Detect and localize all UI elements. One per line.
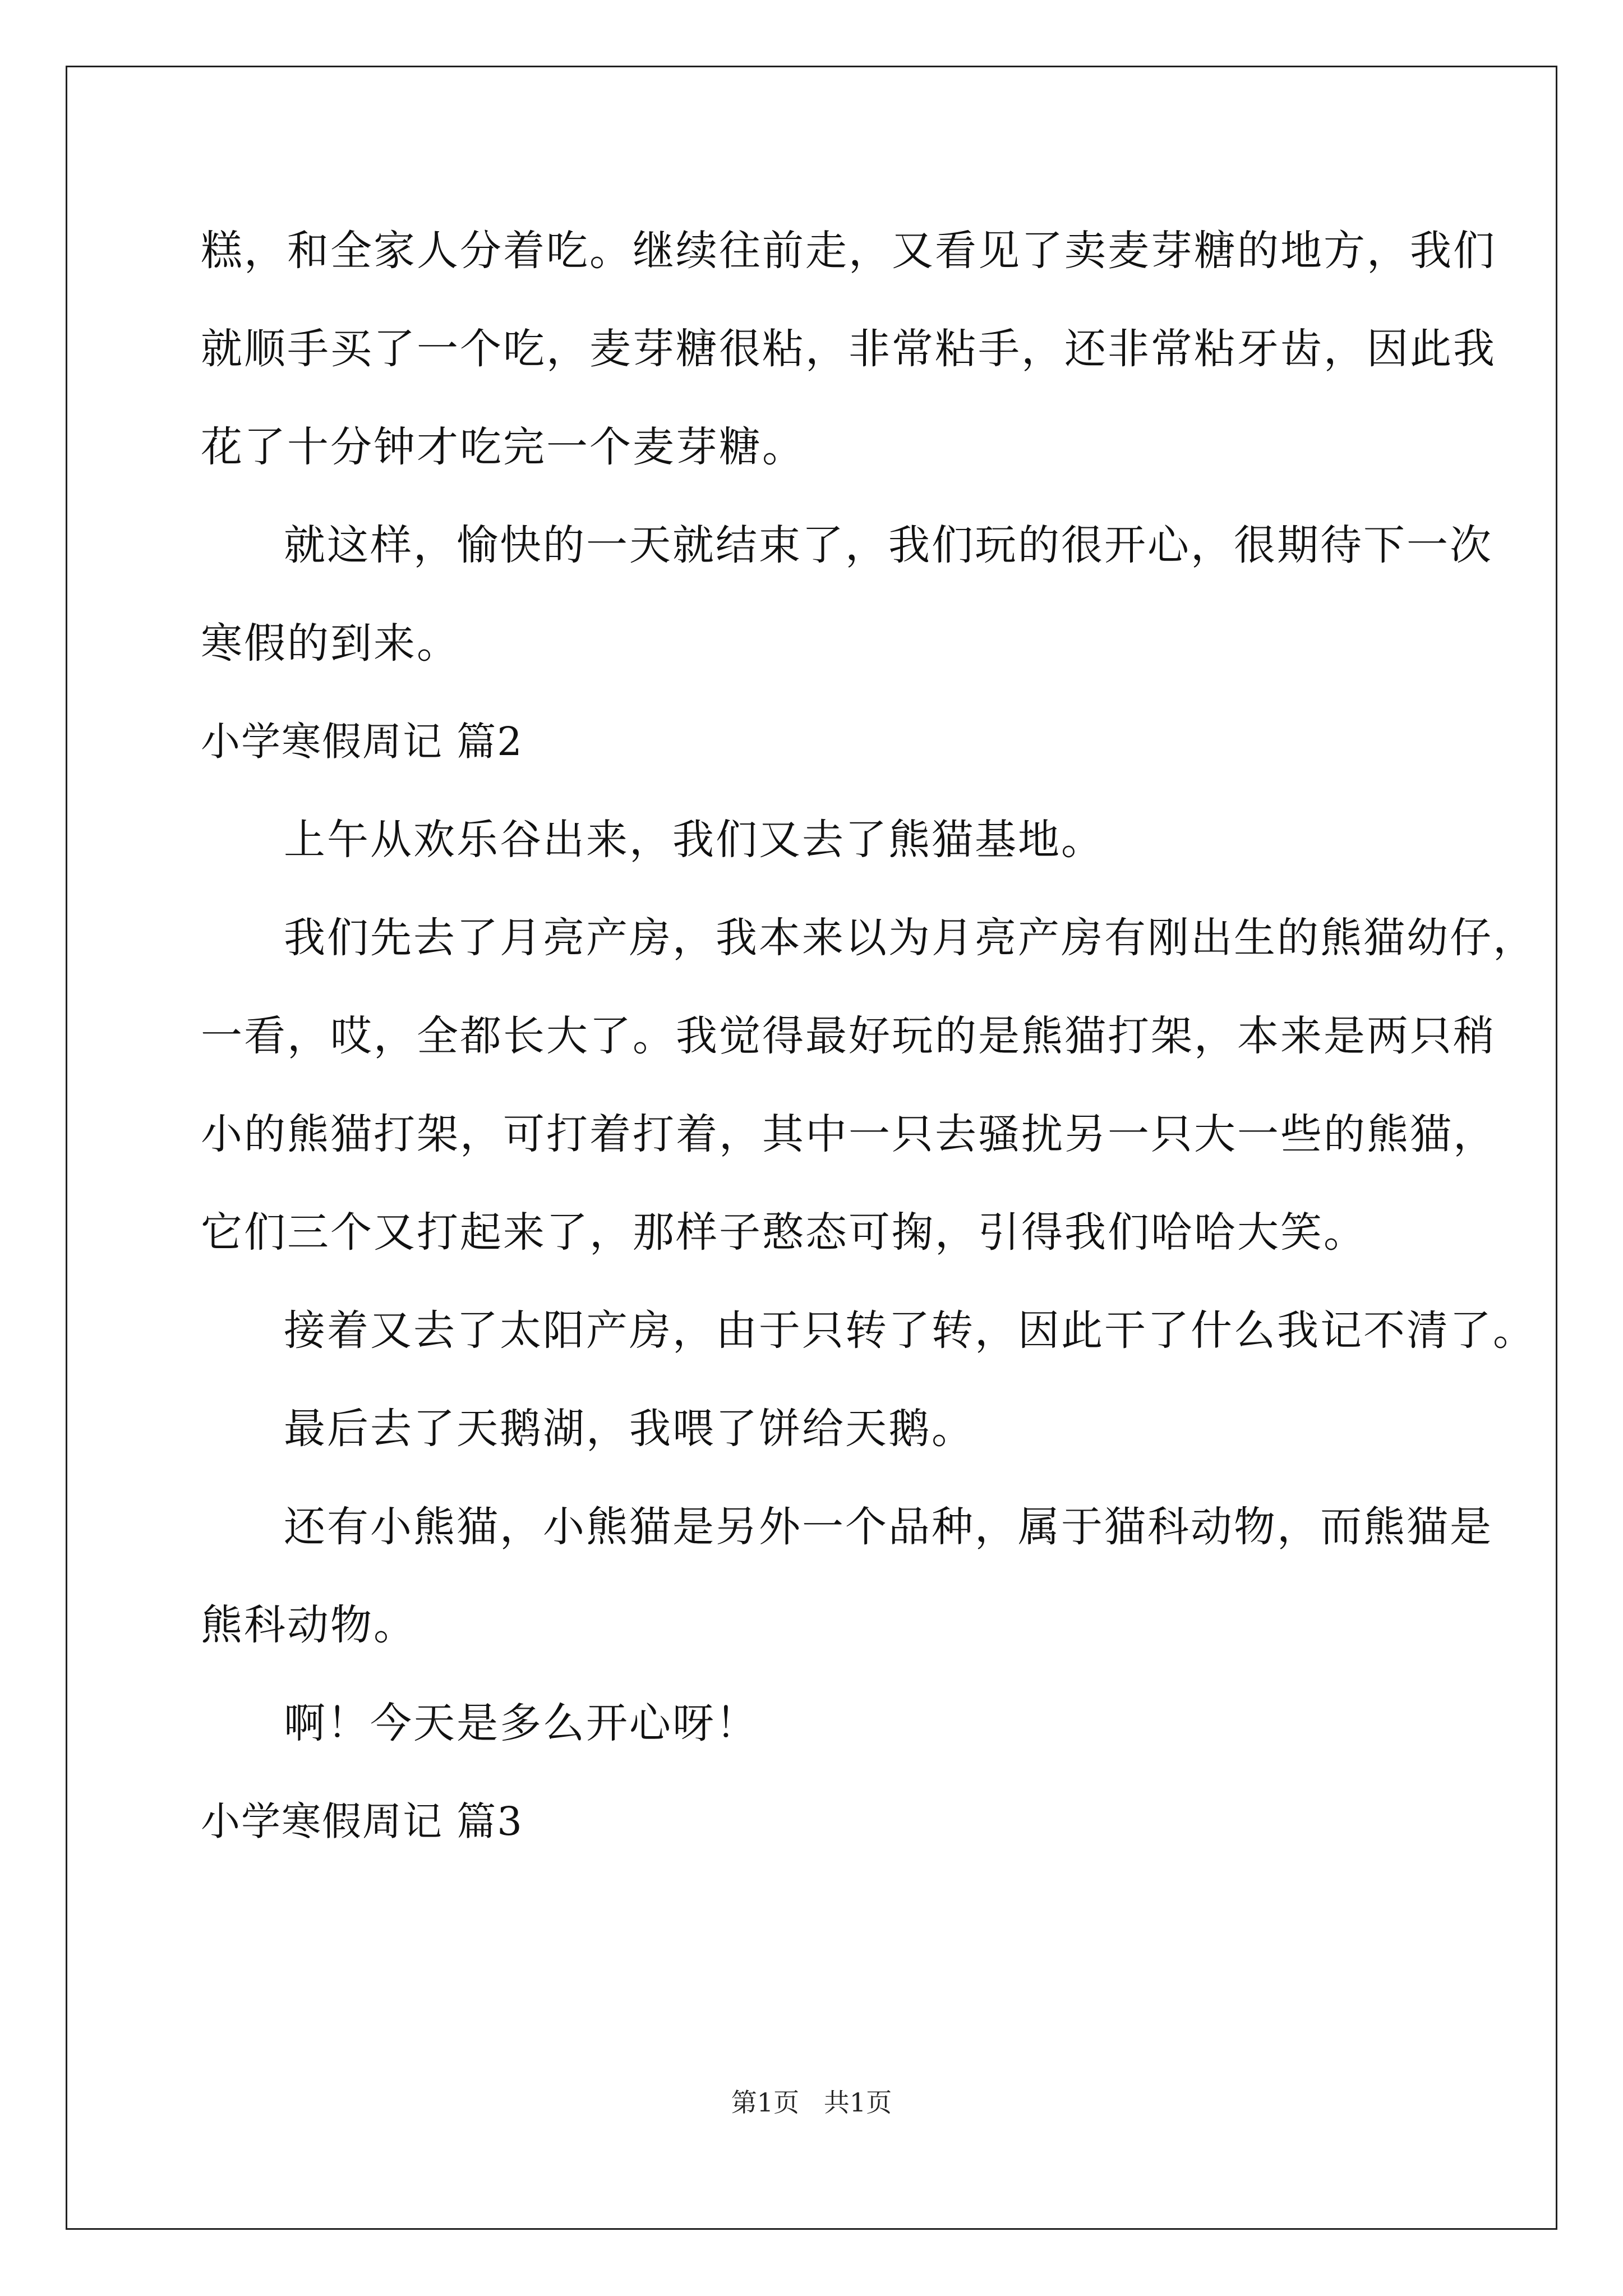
paragraph-first-line: 上午从欢乐谷出来，我们又去了熊猫基地。 — [284, 816, 1104, 864]
paragraph-first-line: 就这样，愉快的一天就结束了，我们玩的很开心，很期待下一次 — [284, 521, 1493, 569]
paragraph-first-line: 还有小熊猫，小熊猫是另外一个品种，属于猫科动物，而熊猫是 — [284, 1503, 1493, 1551]
text-line: 一看，哎，全都长大了。我觉得最好玩的是熊猫打架，本来是两只稍 — [201, 1012, 1496, 1060]
paragraph-first-line: 最后去了天鹅湖，我喂了饼给天鹅。 — [284, 1405, 975, 1453]
section-heading: 小学寒假周记 篇2 — [201, 719, 523, 765]
paragraph-first-line: 啊！今天是多么开心呀！ — [284, 1699, 759, 1747]
text-line: 它们三个又打起来了，那样子憨态可掬，引得我们哈哈大笑。 — [201, 1208, 1367, 1257]
page-footer: 第1页 共1页 — [731, 2087, 892, 2118]
section-heading: 小学寒假周记 篇3 — [201, 1798, 523, 1844]
paragraph-first-line: 接着又去了太阳产房，由于只转了转，因此干了什么我记不清了。 — [284, 1306, 1536, 1355]
text-line: 就顺手买了一个吃，麦芽糖很粘，非常粘手，还非常粘牙齿，因此我 — [201, 325, 1496, 373]
text-line: 花了十分钟才吃完一个麦芽糖。 — [201, 423, 805, 471]
text-line: 寒假的到来。 — [201, 619, 460, 668]
text-line: 熊科动物。 — [201, 1601, 417, 1649]
paragraph-first-line: 我们先去了月亮产房，我本来以为月亮产房有刚出生的熊猫幼仔， — [284, 914, 1536, 962]
text-line: 糕，和全家人分着吃。继续往前走，又看见了卖麦芽糖的地方，我们 — [201, 227, 1496, 275]
document-body — [201, 202, 1536, 1871]
text-line: 小的熊猫打架，可打着打着，其中一只去骚扰另一只大一些的熊猫， — [201, 1110, 1496, 1158]
